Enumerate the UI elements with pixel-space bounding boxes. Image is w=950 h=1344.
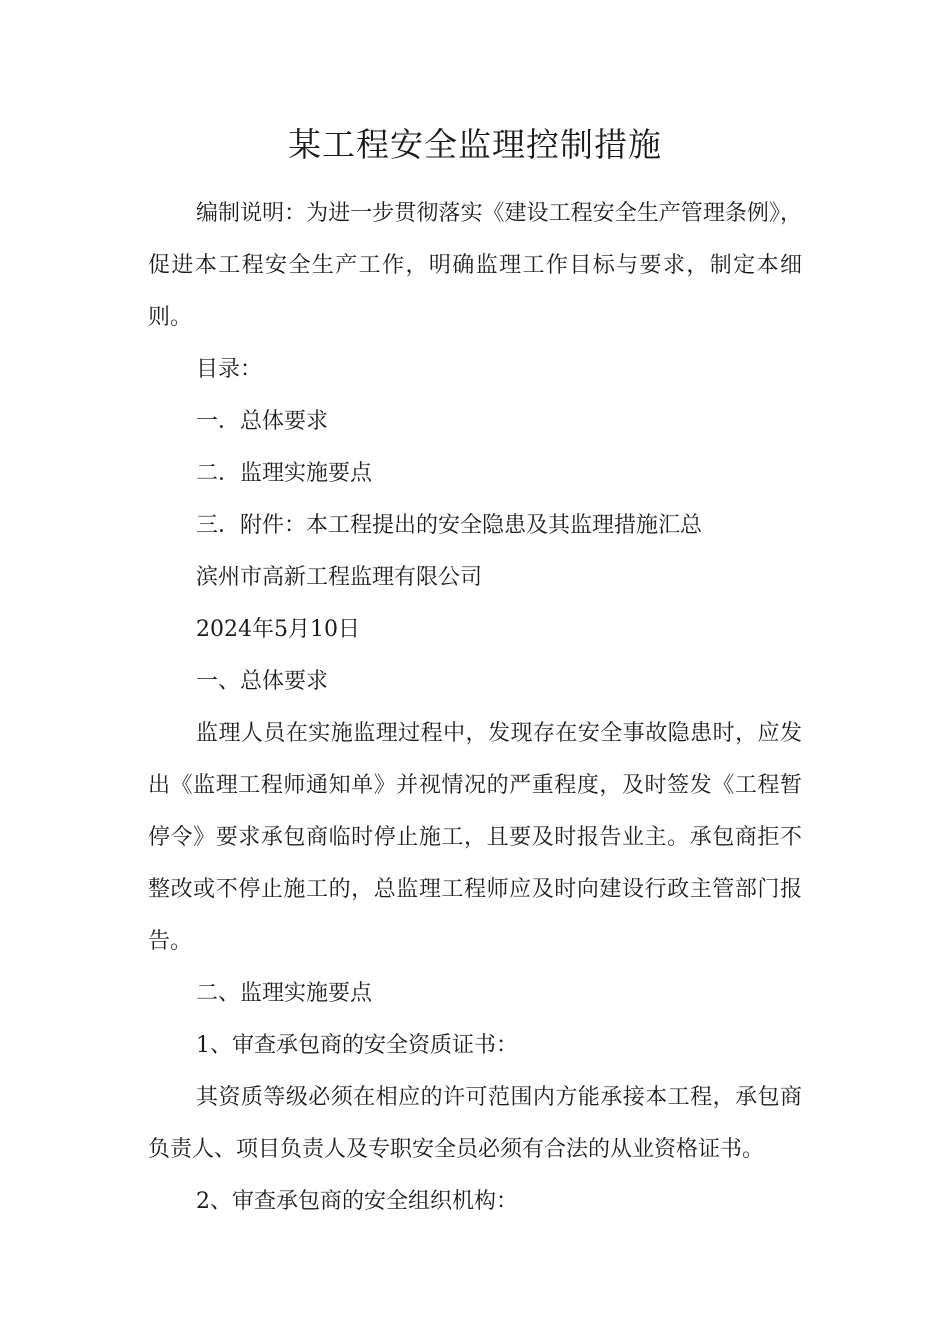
- company-name: 滨州市高新工程监理有限公司: [196, 565, 483, 590]
- toc-heading: 目录：: [196, 357, 263, 382]
- section-heading-1: 一、总体要求: [196, 669, 329, 694]
- subsection-heading-1: 1、审查承包商的安全资质证书：: [196, 1033, 518, 1058]
- document-title: 某工程安全监理控制措施: [288, 125, 662, 164]
- document-body: [148, 188, 802, 1228]
- intro-paragraph: 编制说明：为进一步贯彻落实《建设工程安全生产管理条例》，促进本工程安全生产工作，明确监理工作目标与要求，制定本细则。: [148, 201, 802, 330]
- section-heading-2: 二、监理实施要点: [196, 981, 373, 1006]
- document-date: 2024年5月10日: [196, 617, 360, 642]
- subsection-1-paragraph: 其资质等级必须在相应的许可范围内方能承接本工程，承包商负责人、项目负责人及专职安全员必须有合法的从业资格证书。: [148, 1085, 802, 1162]
- toc-item-2: 二．监理实施要点: [196, 461, 373, 486]
- toc-item-1: 一．总体要求: [196, 409, 329, 434]
- toc-item-3: 三．附件：本工程提出的安全隐患及其监理措施汇总: [196, 513, 703, 538]
- section-1-paragraph: 监理人员在实施监理过程中，发现存在安全事故隐患时，应发出《监理工程师通知单》并视情况的严重程度，及时签发《工程暂停令》要求承包商临时停止施工，且要及时报告业主。承包商拒不整改或不停止施工的，总监理工程师应及时向建设行政主管部门报告。: [148, 721, 802, 954]
- subsection-heading-2: 2、审查承包商的安全组织机构：: [196, 1189, 518, 1214]
